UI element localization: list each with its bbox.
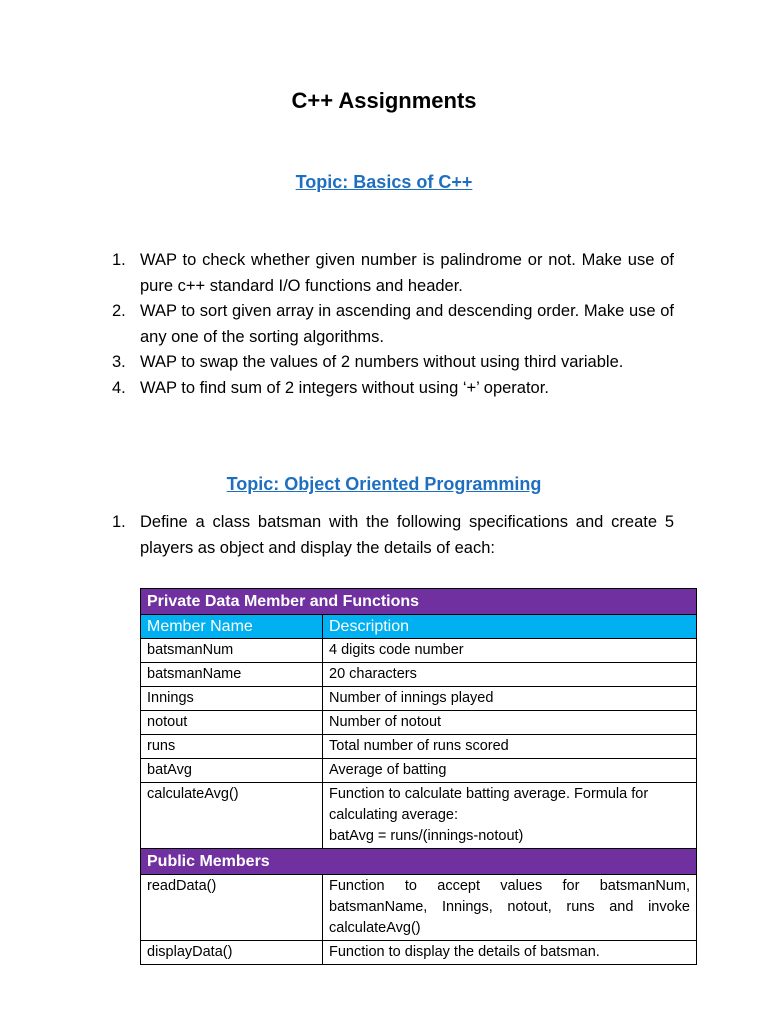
table-row: calculateAvg() Function to calculate batting average. Formula for calculating average: batAvg = runs/(innings-notout) (141, 783, 697, 849)
list-item: 1. Define a class batsman with the following specifications and create 5 players as object and display the details of each: (112, 513, 674, 557)
calculate-avg-description: Function to calculate batting average. Formula for calculating average: (329, 786, 649, 823)
list-item: 1. WAP to check whether given number is palindrome or not. Make use of pure c++ standard I/O functions and header. (112, 251, 674, 295)
member-name-header: Member Name (141, 615, 323, 639)
batsman-spec-table (140, 588, 697, 965)
table-row: readData() Function to accept values for batsmanNum, batsmanName, Innings, notout, runs and invoke calculateAvg() (141, 875, 697, 941)
description-header: Description (323, 615, 697, 639)
table-row: displayData() Function to display the details of batsman. (141, 941, 697, 965)
topic-basics-heading: Topic: Basics of C++ (295, 172, 473, 192)
table-row: runs Total number of runs scored (141, 735, 697, 759)
table-row: batsmanName 20 characters (141, 663, 697, 687)
table-row: notout Number of notout (141, 711, 697, 735)
page-title: C++ Assignments (291, 88, 477, 113)
public-section-header: Public Members (141, 849, 697, 875)
list-item: 2. WAP to sort given array in ascending and descending order. Make use of any one of the sorting algorithms. (112, 302, 674, 346)
list-item: 4. WAP to find sum of 2 integers without using ‘+’ operator. (112, 378, 549, 397)
private-section-header: Private Data Member and Functions (141, 589, 697, 615)
bat-avg-formula: batAvg = runs/(innings-notout) (329, 828, 524, 844)
table-row: Innings Number of innings played (141, 687, 697, 711)
basics-assignment-list (112, 248, 674, 401)
column-header-row (141, 615, 697, 639)
table-row: batAvg Average of batting (141, 759, 697, 783)
oop-assignment-list (112, 510, 674, 561)
table-row: batsmanNum 4 digits code number (141, 639, 697, 663)
topic-oop-heading: Topic: Object Oriented Programming (226, 474, 542, 494)
list-item: 3. WAP to swap the values of 2 numbers without using third variable. (112, 353, 624, 371)
